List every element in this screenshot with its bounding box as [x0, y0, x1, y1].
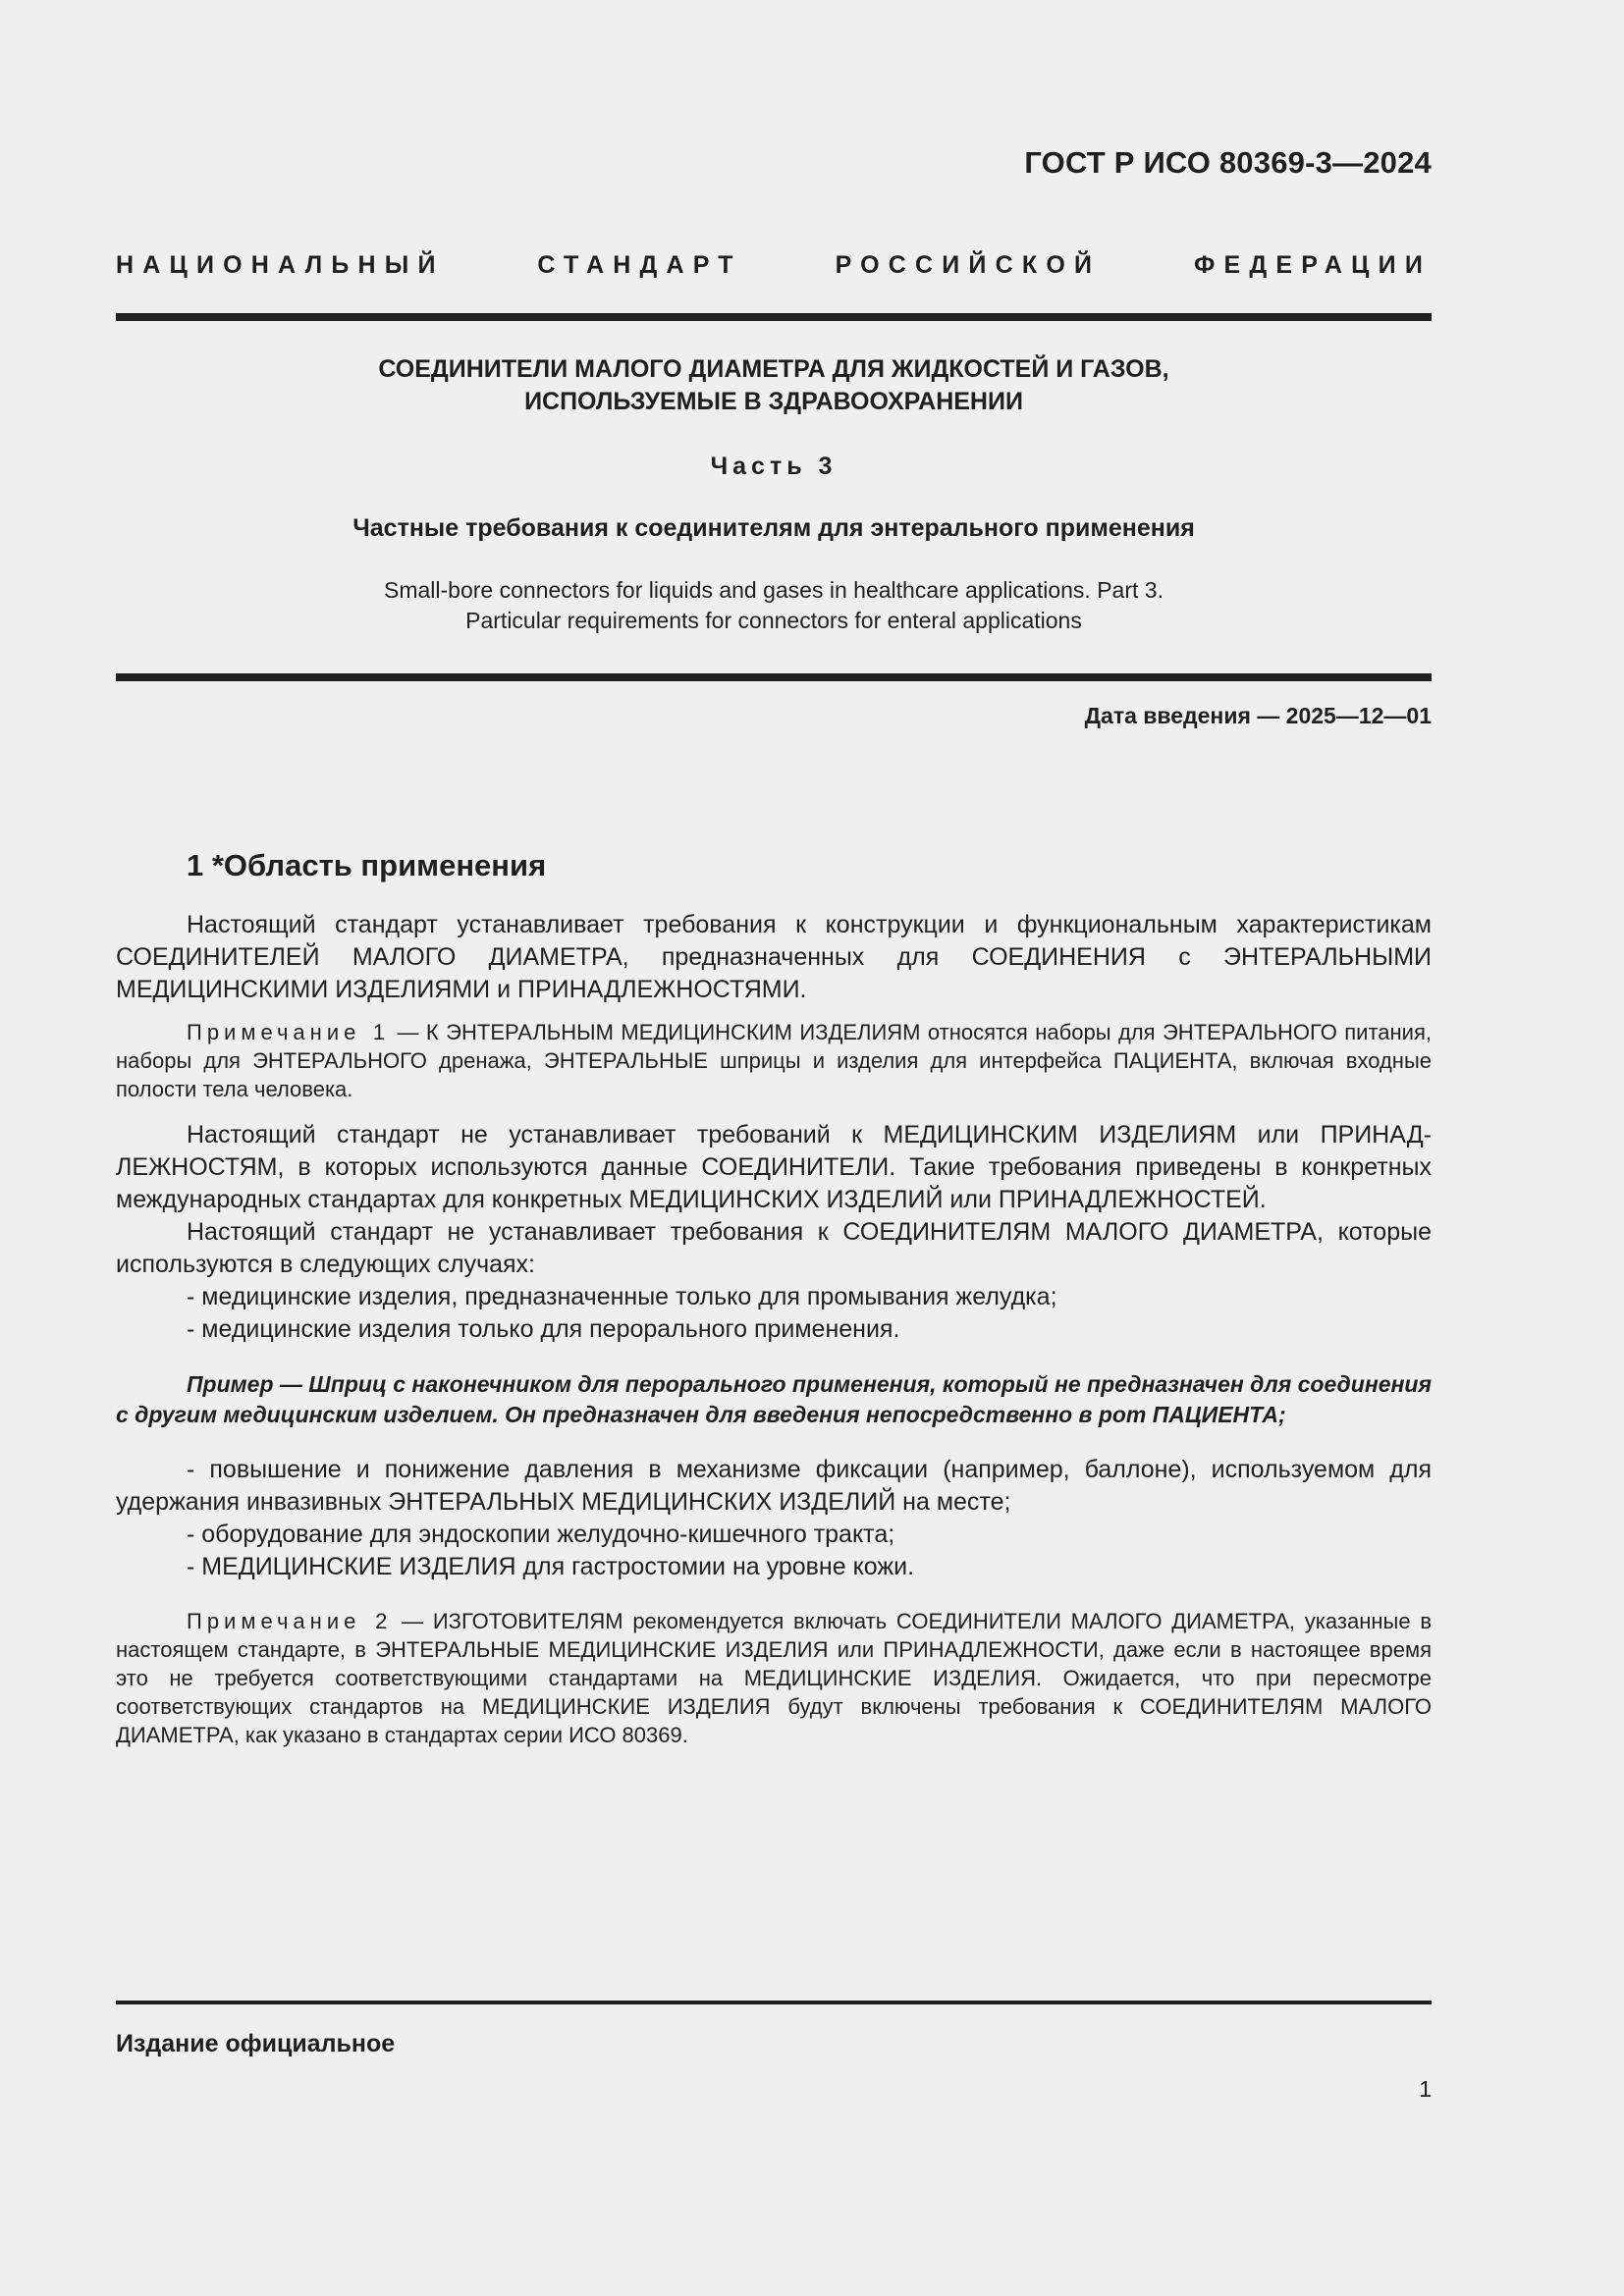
official-edition-label: Издание официальное [116, 2030, 396, 2057]
list-item: - оборудование для эндоскопии желудочно-кишечного тракта; [187, 1521, 895, 1548]
introduction-date: Дата введения — 2025—12—01 [1084, 703, 1432, 728]
list-item-pressure: - повышение и понижение давления в механизме фиксации (например, баллоне), используемом для удержания инвазивных ЭНТЕРАЛЬНЫХ МЕДИЦИНСКИХ ИЗДЕЛИЙ на месте; [116, 1456, 1432, 1516]
note-2 [116, 1607, 1432, 1749]
note-2-text: — ИЗГОТОВИТЕЛЯМ рекомендуется включать СОЕДИНИТЕЛИ МАЛОГО ДИАМЕТРА, указанные в настоящем стандарте, в ЭНТЕРАЛЬНЫЕ МЕДИЦИНСКИЕ ИЗДЕЛИЯ или ПРИНАДЛЕЖНОСТИ, даже если в настоящее время это не требуется соответствующими стандартами на МЕДИЦИНСКИЕ ИЗДЕЛИЯ. Ожидается, что при пересмотре соответствующих стандартов на МЕДИЦИНСКИЕ ИЗДЕЛИЯ будут включены требования к СОЕДИНИТЕЛЯМ МАЛОГО ДИАМЕТРА, как указано в стандартах серии ИСО 80369. [116, 1609, 1433, 1747]
note-2-label: Примечание 2 [187, 1609, 393, 1633]
top-rule [116, 313, 1432, 321]
national-standard-heading: НАЦИОНАЛЬНЫЙ СТАНДАРТ РОССИЙСКОЙ ФЕДЕРАЦИИ [116, 251, 1432, 279]
list-item: - медицинские изделия, предназначенные только для промывания желудка; [187, 1283, 1057, 1310]
list-item: - МЕДИЦИНСКИЕ ИЗДЕЛИЯ для гастростомии на уровне кожи. [187, 1553, 915, 1580]
title-line-1: СОЕДИНИТЕЛИ МАЛОГО ДИАМЕТРА ДЛЯ ЖИДКОСТЕЙ И ГАЗОВ, [378, 355, 1169, 383]
document-subtitle: Частные требования к соединителям для энтерального применения [352, 514, 1195, 542]
section-body [116, 909, 1432, 1749]
note-1-label: Примечание 1 [187, 1020, 391, 1044]
title-line-2: ИСПОЛЬЗУЕМЫЕ В ЗДРАВООХРАНЕНИИ [524, 388, 1023, 415]
title-bottom-rule [116, 673, 1432, 681]
paragraph-exclusions: Настоящий стандарт не устанавливает требования к СОЕДИНИТЕЛЯМ МАЛОГО ДИАМЕТРА, которые используются в следующих случаях: [116, 1218, 1432, 1278]
english-title-line-2: Particular requirements for connectors for enteral applications [465, 608, 1082, 633]
standard-designation: ГОСТ Р ИСО 80369-3—2024 [1024, 145, 1432, 180]
note-1 [116, 1018, 1432, 1103]
english-title [116, 575, 1432, 636]
list-item: - медицинские изделия только для перорального применения. [187, 1315, 900, 1343]
paragraph-scope: Настоящий стандарт устанавливает требования к конструкции и функциональным характеристикам СОЕДИНИТЕЛЕЙ МАЛОГО ДИАМЕТРА, предназначенных для СОЕДИНЕНИЯ с ЭНТЕРАЛЬНЫМИ МЕДИЦИНСКИМИ ИЗДЕЛИЯМИ и ПРИНАДЛЕЖНОСТЯМИ. [116, 911, 1432, 1003]
example-note: Пример — Шприц с наконечником для перорального применения, который не предназначен для соединения с другим медицинским изделием. Он предназначен для введения непосредственно в рот ПАЦИЕНТА; [116, 1371, 1432, 1427]
page-number: 1 [1419, 2076, 1432, 2102]
part-label: Часть 3 [710, 453, 838, 480]
section-heading: 1 *Область применения [187, 848, 547, 882]
note-1-text: — К ЭНТЕРАЛЬНЫМ МЕДИЦИНСКИМ ИЗДЕЛИЯМ относятся наборы для ЭНТЕРАЛЬНОГО питания, наборы для ЭНТЕРАЛЬНОГО дренажа, ЭНТЕРАЛЬНЫЕ шприцы и изделия для интерфейса ПАЦИЕНТА, включая входные полости тела человека. [116, 1020, 1433, 1101]
english-title-line-1: Small-bore connectors for liquids and gases in healthcare applications. Part 3. [384, 577, 1164, 603]
paragraph-not-applicable: Настоящий стандарт не устанавливает требований к МЕДИЦИНСКИМ ИЗДЕЛИЯМ или ПРИНАДЛЕЖНОСТЯМ, в которых используются данные СОЕДИНИТЕЛИ. Такие требования приведены в конкретных международных стандартах для конкретных МЕДИЦИНСКИХ ИЗДЕЛИЙ или ПРИНАДЛЕЖНОСТЕЙ. [116, 1121, 1432, 1213]
footer-rule [116, 2001, 1432, 2004]
document-title [116, 353, 1432, 418]
